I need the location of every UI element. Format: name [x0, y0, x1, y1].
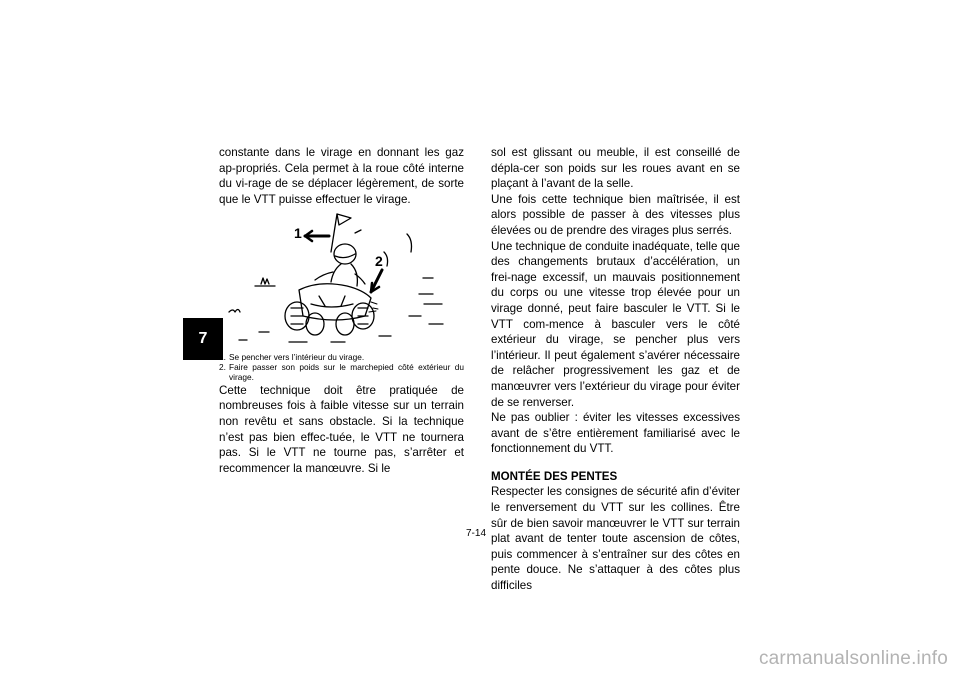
watermark: carmanualsonline.info [758, 648, 948, 669]
right-paragraph-3: Une technique de conduite inadéquate, telle que des changements brutaux d’accélération, un frei-nage excessif, un mauvais positionnement du corps ou une vitesse trop élevée pour un virage donné, peut faire basculer le VTT. Si le VTT com-mence à basculer vers le côté extérieur du virage, se pencher plus vers l’intérieur. Il peut également s’avérer nécessaire de relâcher progressivement les gaz et de manœuvrer vers l’extérieur du virage pour éviter de se renverser. [491, 239, 740, 409]
caption-text: Se pencher vers l’intérieur du virage. [229, 352, 365, 363]
figure-captions [219, 353, 464, 382]
left-paragraph-1: constante dans le virage en donnant les gaz ap-propriés. Cela permet à la roue côté interne du vi-rage de se déplacer légèrement, de sorte que le VTT puisse effectuer le virage. [219, 146, 464, 206]
section-title: MONTÉE DES PENTES [491, 469, 618, 483]
caption-item [219, 363, 464, 383]
right-column [491, 145, 740, 594]
right-paragraph-4: Ne pas oublier : éviter les vitesses excessives avant de s’être entièrement familiarisé avec le fonctionnement du VTT. [491, 411, 740, 456]
chapter-tab [183, 318, 223, 360]
atv-turning-illustration [219, 212, 464, 352]
chapter-tab-number: 7 [198, 330, 208, 347]
caption-text: Faire passer son poids sur le marchepied côté extérieur du virage. [229, 362, 464, 382]
right-paragraph-5: Respecter les consignes de sécurité afin d’éviter le renversement du VTT sur les collines. Être sûr de bien savoir manœuvrer le VTT sur terrain plat avant de tenter toute ascension de côtes, puis commencer à s’entraîner sur des côtes en pente douce. Ne s’attaquer à des côtes plus difficiles [491, 485, 740, 593]
callout-2-label: 2 [375, 253, 383, 270]
caption-number: 1. [219, 352, 226, 363]
right-paragraph-1: sol est glissant ou meuble, il est conseillé de dépla-cer son poids sur les roues avant en se plaçant à l’avant de la selle. [491, 146, 740, 191]
right-paragraph-2: Une fois cette technique bien maîtrisée, il est alors possible de passer à des vitesses plus élevées ou de prendre des virages plus serrés. [491, 192, 740, 237]
caption-number: 2. [219, 362, 226, 373]
atv-rider-drawing [219, 212, 464, 352]
page-number: 7-14 [466, 528, 487, 539]
left-column [219, 145, 464, 476]
left-paragraph-2: Cette technique doit être pratiquée de nombreuses fois à faible vitesse sur un terrain non revêtu et sans obstacle. Si la technique n’est pas bien effec-tuée, le VTT ne tournera pas. Si le VTT ne tourne pas, s’arrêter et recommencer la manœuvre. Si le [219, 383, 464, 475]
callout-1-label: 1 [294, 225, 302, 242]
